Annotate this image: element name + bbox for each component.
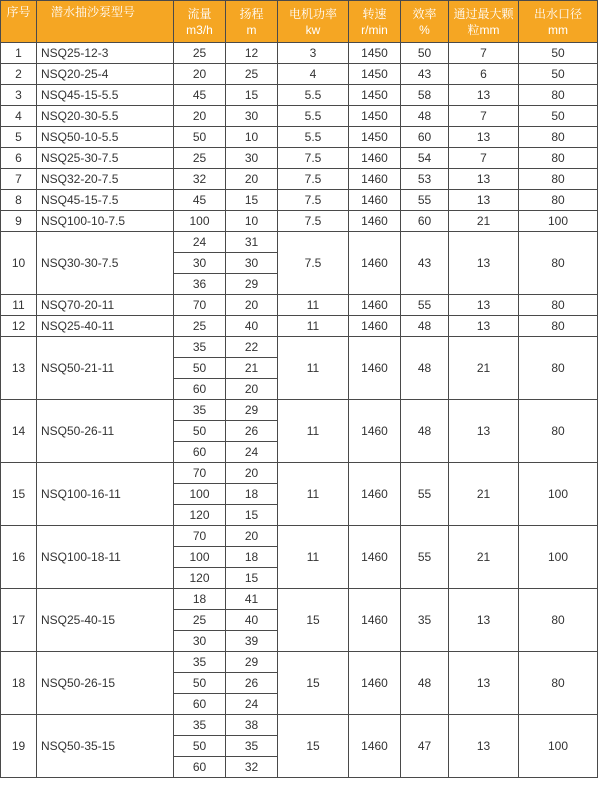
table-row xyxy=(1,211,598,232)
table-row xyxy=(1,652,598,673)
table-row xyxy=(1,148,598,169)
cell-speed: 1460 xyxy=(349,295,401,316)
cell-particle: 13 xyxy=(449,295,519,316)
cell-flow: 18 xyxy=(174,589,226,610)
cell-head: 21 xyxy=(226,358,278,379)
cell-head: 20 xyxy=(226,379,278,400)
cell-particle: 7 xyxy=(449,43,519,64)
table-row xyxy=(1,43,598,64)
cell-head: 40 xyxy=(226,316,278,337)
cell-particle: 21 xyxy=(449,526,519,589)
cell-flow: 70 xyxy=(174,463,226,484)
cell-particle: 13 xyxy=(449,400,519,463)
cell-no: 9 xyxy=(1,211,37,232)
cell-head: 30 xyxy=(226,253,278,274)
cell-speed: 1450 xyxy=(349,106,401,127)
table-row xyxy=(1,106,598,127)
cell-flow: 32 xyxy=(174,169,226,190)
cell-particle: 13 xyxy=(449,715,519,778)
cell-no: 2 xyxy=(1,64,37,85)
cell-speed: 1460 xyxy=(349,589,401,652)
cell-power: 11 xyxy=(278,337,349,400)
cell-head: 32 xyxy=(226,757,278,778)
cell-no: 11 xyxy=(1,295,37,316)
header-outlet: 出水口径 mm xyxy=(519,1,598,43)
cell-efficiency: 48 xyxy=(401,316,449,337)
header-row xyxy=(1,1,598,43)
cell-speed: 1460 xyxy=(349,526,401,589)
table-row xyxy=(1,64,598,85)
cell-flow: 60 xyxy=(174,442,226,463)
cell-speed: 1450 xyxy=(349,64,401,85)
cell-speed: 1450 xyxy=(349,43,401,64)
cell-model: NSQ50-10-5.5 xyxy=(37,127,174,148)
cell-flow: 60 xyxy=(174,757,226,778)
cell-head: 24 xyxy=(226,694,278,715)
cell-head: 20 xyxy=(226,463,278,484)
cell-head: 38 xyxy=(226,715,278,736)
cell-speed: 1460 xyxy=(349,652,401,715)
cell-efficiency: 60 xyxy=(401,211,449,232)
cell-outlet: 80 xyxy=(519,316,598,337)
cell-model: NSQ45-15-5.5 xyxy=(37,85,174,106)
header-head: 扬程 m xyxy=(226,1,278,43)
cell-flow: 120 xyxy=(174,505,226,526)
cell-outlet: 100 xyxy=(519,463,598,526)
cell-efficiency: 48 xyxy=(401,337,449,400)
cell-flow: 25 xyxy=(174,148,226,169)
cell-flow: 25 xyxy=(174,610,226,631)
cell-head: 15 xyxy=(226,190,278,211)
cell-model: NSQ50-21-11 xyxy=(37,337,174,400)
table-row xyxy=(1,295,598,316)
cell-head: 30 xyxy=(226,148,278,169)
cell-head: 18 xyxy=(226,547,278,568)
cell-flow: 30 xyxy=(174,253,226,274)
cell-power: 4 xyxy=(278,64,349,85)
header-power: 电机功率 kw xyxy=(278,1,349,43)
cell-no: 5 xyxy=(1,127,37,148)
cell-head: 10 xyxy=(226,127,278,148)
cell-no: 19 xyxy=(1,715,37,778)
table-body xyxy=(1,43,598,778)
cell-no: 12 xyxy=(1,316,37,337)
cell-outlet: 100 xyxy=(519,715,598,778)
cell-efficiency: 58 xyxy=(401,85,449,106)
cell-head: 29 xyxy=(226,274,278,295)
cell-no: 16 xyxy=(1,526,37,589)
cell-outlet: 80 xyxy=(519,148,598,169)
cell-outlet: 80 xyxy=(519,190,598,211)
cell-particle: 13 xyxy=(449,127,519,148)
cell-outlet: 50 xyxy=(519,64,598,85)
cell-efficiency: 55 xyxy=(401,526,449,589)
cell-no: 18 xyxy=(1,652,37,715)
cell-outlet: 50 xyxy=(519,43,598,64)
cell-flow: 45 xyxy=(174,190,226,211)
cell-head: 24 xyxy=(226,442,278,463)
cell-outlet: 80 xyxy=(519,295,598,316)
cell-speed: 1460 xyxy=(349,211,401,232)
cell-head: 10 xyxy=(226,211,278,232)
cell-head: 29 xyxy=(226,400,278,421)
cell-particle: 13 xyxy=(449,652,519,715)
table-row xyxy=(1,463,598,484)
cell-model: NSQ20-30-5.5 xyxy=(37,106,174,127)
cell-flow: 25 xyxy=(174,316,226,337)
cell-model: NSQ30-30-7.5 xyxy=(37,232,174,295)
table-row xyxy=(1,190,598,211)
table-row xyxy=(1,127,598,148)
table-row xyxy=(1,316,598,337)
cell-speed: 1460 xyxy=(349,400,401,463)
table-row xyxy=(1,337,598,358)
cell-power: 15 xyxy=(278,715,349,778)
cell-no: 10 xyxy=(1,232,37,295)
header-model: 潜水抽沙泵型号 xyxy=(37,1,174,43)
cell-no: 6 xyxy=(1,148,37,169)
cell-speed: 1460 xyxy=(349,715,401,778)
cell-outlet: 100 xyxy=(519,526,598,589)
cell-flow: 50 xyxy=(174,673,226,694)
cell-no: 15 xyxy=(1,463,37,526)
cell-flow: 50 xyxy=(174,358,226,379)
cell-efficiency: 53 xyxy=(401,169,449,190)
cell-flow: 35 xyxy=(174,652,226,673)
cell-power: 11 xyxy=(278,526,349,589)
cell-flow: 60 xyxy=(174,379,226,400)
cell-outlet: 50 xyxy=(519,106,598,127)
cell-power: 15 xyxy=(278,589,349,652)
cell-head: 31 xyxy=(226,232,278,253)
table-row xyxy=(1,232,598,253)
table-row xyxy=(1,169,598,190)
cell-flow: 100 xyxy=(174,211,226,232)
cell-particle: 21 xyxy=(449,211,519,232)
cell-head: 25 xyxy=(226,64,278,85)
cell-flow: 20 xyxy=(174,64,226,85)
cell-particle: 13 xyxy=(449,316,519,337)
cell-no: 8 xyxy=(1,190,37,211)
cell-power: 11 xyxy=(278,400,349,463)
cell-model: NSQ50-26-15 xyxy=(37,652,174,715)
cell-particle: 21 xyxy=(449,463,519,526)
cell-flow: 100 xyxy=(174,484,226,505)
cell-head: 39 xyxy=(226,631,278,652)
header-efficiency: 效率 % xyxy=(401,1,449,43)
table-row xyxy=(1,715,598,736)
cell-speed: 1460 xyxy=(349,169,401,190)
cell-head: 29 xyxy=(226,652,278,673)
cell-outlet: 80 xyxy=(519,232,598,295)
cell-efficiency: 48 xyxy=(401,400,449,463)
cell-speed: 1460 xyxy=(349,190,401,211)
table-header xyxy=(1,1,598,43)
cell-head: 22 xyxy=(226,337,278,358)
cell-flow: 45 xyxy=(174,85,226,106)
cell-power: 11 xyxy=(278,295,349,316)
cell-flow: 50 xyxy=(174,421,226,442)
cell-no: 17 xyxy=(1,589,37,652)
cell-model: NSQ25-12-3 xyxy=(37,43,174,64)
cell-power: 7.5 xyxy=(278,190,349,211)
cell-head: 41 xyxy=(226,589,278,610)
cell-particle: 13 xyxy=(449,589,519,652)
cell-flow: 30 xyxy=(174,631,226,652)
cell-efficiency: 55 xyxy=(401,295,449,316)
cell-speed: 1450 xyxy=(349,127,401,148)
cell-head: 35 xyxy=(226,736,278,757)
cell-particle: 7 xyxy=(449,148,519,169)
cell-model: NSQ32-20-7.5 xyxy=(37,169,174,190)
cell-no: 14 xyxy=(1,400,37,463)
cell-head: 15 xyxy=(226,568,278,589)
cell-head: 15 xyxy=(226,85,278,106)
cell-flow: 100 xyxy=(174,547,226,568)
cell-efficiency: 60 xyxy=(401,127,449,148)
cell-power: 3 xyxy=(278,43,349,64)
cell-flow: 24 xyxy=(174,232,226,253)
cell-power: 7.5 xyxy=(278,232,349,295)
cell-head: 20 xyxy=(226,169,278,190)
cell-model: NSQ45-15-7.5 xyxy=(37,190,174,211)
cell-particle: 7 xyxy=(449,106,519,127)
cell-model: NSQ50-35-15 xyxy=(37,715,174,778)
cell-head: 26 xyxy=(226,421,278,442)
cell-power: 7.5 xyxy=(278,211,349,232)
cell-speed: 1460 xyxy=(349,232,401,295)
header-flow: 流量 m3/h xyxy=(174,1,226,43)
cell-head: 26 xyxy=(226,673,278,694)
cell-outlet: 100 xyxy=(519,211,598,232)
cell-outlet: 80 xyxy=(519,400,598,463)
cell-efficiency: 35 xyxy=(401,589,449,652)
cell-no: 13 xyxy=(1,337,37,400)
cell-efficiency: 55 xyxy=(401,190,449,211)
cell-flow: 60 xyxy=(174,694,226,715)
cell-outlet: 80 xyxy=(519,589,598,652)
table-row xyxy=(1,85,598,106)
cell-flow: 25 xyxy=(174,43,226,64)
cell-particle: 13 xyxy=(449,190,519,211)
cell-flow: 50 xyxy=(174,127,226,148)
cell-flow: 70 xyxy=(174,526,226,547)
cell-particle: 21 xyxy=(449,337,519,400)
cell-head: 40 xyxy=(226,610,278,631)
cell-power: 11 xyxy=(278,463,349,526)
cell-flow: 70 xyxy=(174,295,226,316)
cell-power: 15 xyxy=(278,652,349,715)
cell-flow: 50 xyxy=(174,736,226,757)
cell-model: NSQ50-26-11 xyxy=(37,400,174,463)
table-row xyxy=(1,400,598,421)
cell-particle: 13 xyxy=(449,85,519,106)
cell-model: NSQ25-30-7.5 xyxy=(37,148,174,169)
table-row xyxy=(1,589,598,610)
cell-outlet: 80 xyxy=(519,85,598,106)
cell-speed: 1460 xyxy=(349,316,401,337)
cell-efficiency: 47 xyxy=(401,715,449,778)
cell-flow: 120 xyxy=(174,568,226,589)
cell-head: 15 xyxy=(226,505,278,526)
cell-particle: 6 xyxy=(449,64,519,85)
cell-head: 18 xyxy=(226,484,278,505)
cell-flow: 35 xyxy=(174,400,226,421)
cell-model: NSQ100-16-11 xyxy=(37,463,174,526)
cell-flow: 35 xyxy=(174,715,226,736)
cell-outlet: 80 xyxy=(519,652,598,715)
cell-model: NSQ100-18-11 xyxy=(37,526,174,589)
cell-power: 5.5 xyxy=(278,127,349,148)
cell-outlet: 80 xyxy=(519,169,598,190)
cell-model: NSQ100-10-7.5 xyxy=(37,211,174,232)
cell-flow: 20 xyxy=(174,106,226,127)
cell-efficiency: 43 xyxy=(401,64,449,85)
table-row xyxy=(1,526,598,547)
cell-head: 20 xyxy=(226,526,278,547)
header-no: 序号 xyxy=(1,1,37,43)
cell-flow: 35 xyxy=(174,337,226,358)
cell-outlet: 80 xyxy=(519,337,598,400)
cell-speed: 1460 xyxy=(349,463,401,526)
cell-no: 4 xyxy=(1,106,37,127)
cell-power: 5.5 xyxy=(278,85,349,106)
cell-efficiency: 55 xyxy=(401,463,449,526)
cell-efficiency: 48 xyxy=(401,106,449,127)
cell-model: NSQ70-20-11 xyxy=(37,295,174,316)
cell-power: 5.5 xyxy=(278,106,349,127)
cell-particle: 13 xyxy=(449,169,519,190)
cell-no: 1 xyxy=(1,43,37,64)
cell-speed: 1460 xyxy=(349,148,401,169)
header-speed: 转速 r/min xyxy=(349,1,401,43)
cell-speed: 1450 xyxy=(349,85,401,106)
cell-power: 7.5 xyxy=(278,148,349,169)
cell-head: 30 xyxy=(226,106,278,127)
cell-power: 7.5 xyxy=(278,169,349,190)
cell-flow: 36 xyxy=(174,274,226,295)
cell-power: 11 xyxy=(278,316,349,337)
cell-efficiency: 54 xyxy=(401,148,449,169)
cell-efficiency: 50 xyxy=(401,43,449,64)
cell-head: 12 xyxy=(226,43,278,64)
cell-model: NSQ25-40-15 xyxy=(37,589,174,652)
cell-speed: 1460 xyxy=(349,337,401,400)
cell-model: NSQ20-25-4 xyxy=(37,64,174,85)
cell-head: 20 xyxy=(226,295,278,316)
cell-efficiency: 43 xyxy=(401,232,449,295)
cell-efficiency: 48 xyxy=(401,652,449,715)
cell-no: 7 xyxy=(1,169,37,190)
cell-model: NSQ25-40-11 xyxy=(37,316,174,337)
cell-no: 3 xyxy=(1,85,37,106)
header-particle: 通过最大颗 粒mm xyxy=(449,1,519,43)
cell-particle: 13 xyxy=(449,232,519,295)
cell-outlet: 80 xyxy=(519,127,598,148)
